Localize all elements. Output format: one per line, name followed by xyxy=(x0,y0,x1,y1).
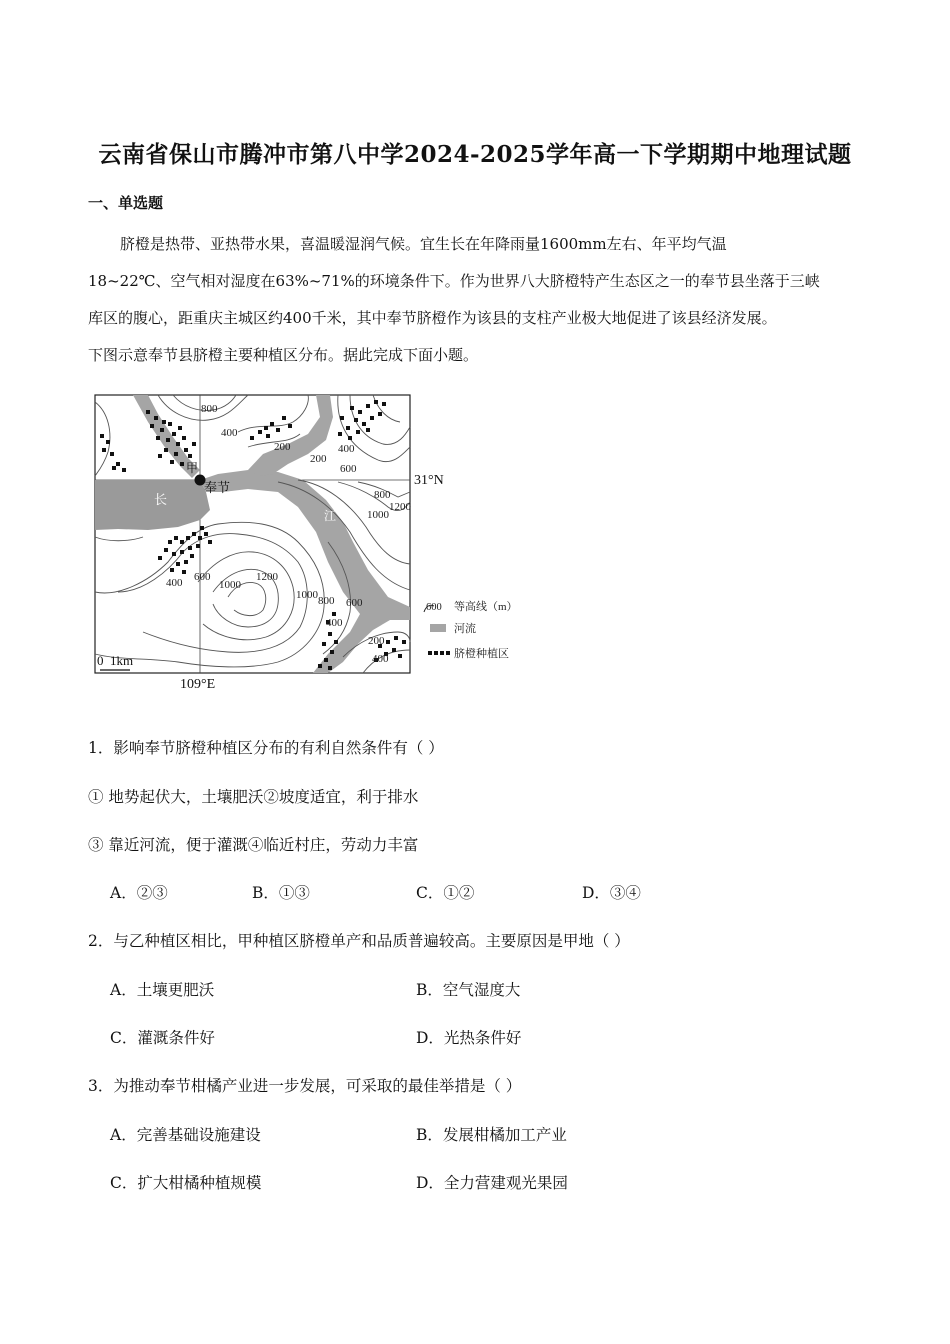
contour-label: 1000 xyxy=(219,579,241,591)
map-legend xyxy=(424,599,518,660)
reading-passage xyxy=(88,226,868,374)
river-jiang-label: 江 xyxy=(324,509,337,523)
contour-label: 400 xyxy=(338,443,355,455)
question-2-option-b[interactable]: B．空气湿度大 xyxy=(416,981,521,999)
question-3-option-a[interactable]: A．完善基础设施建设 xyxy=(110,1126,261,1144)
question-1-option-d[interactable]: D．③④ xyxy=(582,884,641,902)
page-title: 云南省保山市腾冲市第八中学2024-2025学年高一下学期期中地理试题 xyxy=(98,141,852,168)
legend-contour-label: 等高线（m） xyxy=(454,601,518,613)
question-2-option-c[interactable]: C．灌溉条件好 xyxy=(110,1029,215,1047)
question-1-statement: ③ 靠近河流，便于灌溉④临近村庄，劳动力丰富 xyxy=(88,836,419,854)
legend-river-label: 河流 xyxy=(454,623,476,635)
question-2-stem: 2．与乙种植区相比，甲种植区脐橙单产和品质普遍较高。主要原因是甲地（ ） xyxy=(88,932,630,950)
question-1-option-b[interactable]: B．①③ xyxy=(252,884,310,902)
question-1-stem: 1．影响奉节脐橙种植区分布的有利自然条件有（ ） xyxy=(88,739,444,757)
question-1-statement: ① 地势起伏大，土壤肥沃②坡度适宜，利于排水 xyxy=(88,788,419,806)
contour-label: 200 xyxy=(310,453,327,465)
passage-line: 18~22℃、空气相对湿度在63%~71%的环境条件下。作为世界八大脐橙特产生态区之一的奉节县坐落于三峡 xyxy=(88,272,820,290)
river-legend-swatch xyxy=(430,624,446,632)
contour-label: 1000 xyxy=(296,589,318,601)
question-3-option-b[interactable]: B．发展柑橘加工产业 xyxy=(416,1126,567,1144)
river-chang-label: 长 xyxy=(154,492,168,507)
place-fengjie-label: 奉节 xyxy=(204,480,231,495)
question-3-option-d[interactable]: D．全力营建观光果园 xyxy=(416,1174,568,1192)
legend-contour-value: 600 xyxy=(426,602,442,613)
question-1-option-a[interactable]: A．②③ xyxy=(110,884,168,902)
contour-label: 400 xyxy=(221,427,238,439)
passage-line: 脐橙是热带、亚热带水果，喜温暖湿润气候。宜生长在年降雨量1600mm左右、年平均气温 xyxy=(120,235,727,253)
legend-planting-label: 脐橙种植区 xyxy=(454,648,509,660)
topographic-map xyxy=(88,392,528,692)
planting-legend-swatch xyxy=(428,651,450,655)
contour-label: 200 xyxy=(368,635,385,647)
question-2-option-d[interactable]: D．光热条件好 xyxy=(416,1029,522,1047)
contour-label: 1200 xyxy=(389,501,411,513)
question-2-option-a[interactable]: A．土壤更肥沃 xyxy=(110,981,215,999)
question-1-option-c[interactable]: C．①② xyxy=(416,884,475,902)
question-3-option-c[interactable]: C．扩大柑橘种植规模 xyxy=(110,1174,262,1192)
passage-line: 下图示意奉节县脐橙主要种植区分布。据此完成下面小题。 xyxy=(88,346,479,364)
contour-label: 800 xyxy=(318,595,335,607)
contour-label: 400 xyxy=(372,653,389,665)
contour-label: 200 xyxy=(274,441,291,453)
contour-label: 600 xyxy=(194,571,211,583)
longitude-label: 109°E xyxy=(180,677,216,692)
scale-bar-label: 0 1km xyxy=(97,653,134,668)
place-jia-label: 甲 xyxy=(186,461,199,475)
contour-label: 400 xyxy=(166,577,183,589)
section-heading: 一、单选题 xyxy=(88,194,164,212)
question-3-stem: 3．为推动奉节柑橘产业进一步发展，可采取的最佳举措是（ ） xyxy=(88,1077,522,1095)
passage-line: 库区的腹心，距重庆主城区约400千米，其中奉节脐橙作为该县的支柱产业极大地促进了该县经济发展。 xyxy=(88,309,777,327)
contour-label: 400 xyxy=(326,617,343,629)
contour-label: 600 xyxy=(340,463,357,475)
latitude-label: 31°N xyxy=(414,473,444,488)
contour-label: 800 xyxy=(374,489,391,501)
contour-label: 1200 xyxy=(256,571,278,583)
contour-label: 800 xyxy=(201,403,218,415)
contour-label: 600 xyxy=(346,597,363,609)
contour-label: 1000 xyxy=(367,509,389,521)
